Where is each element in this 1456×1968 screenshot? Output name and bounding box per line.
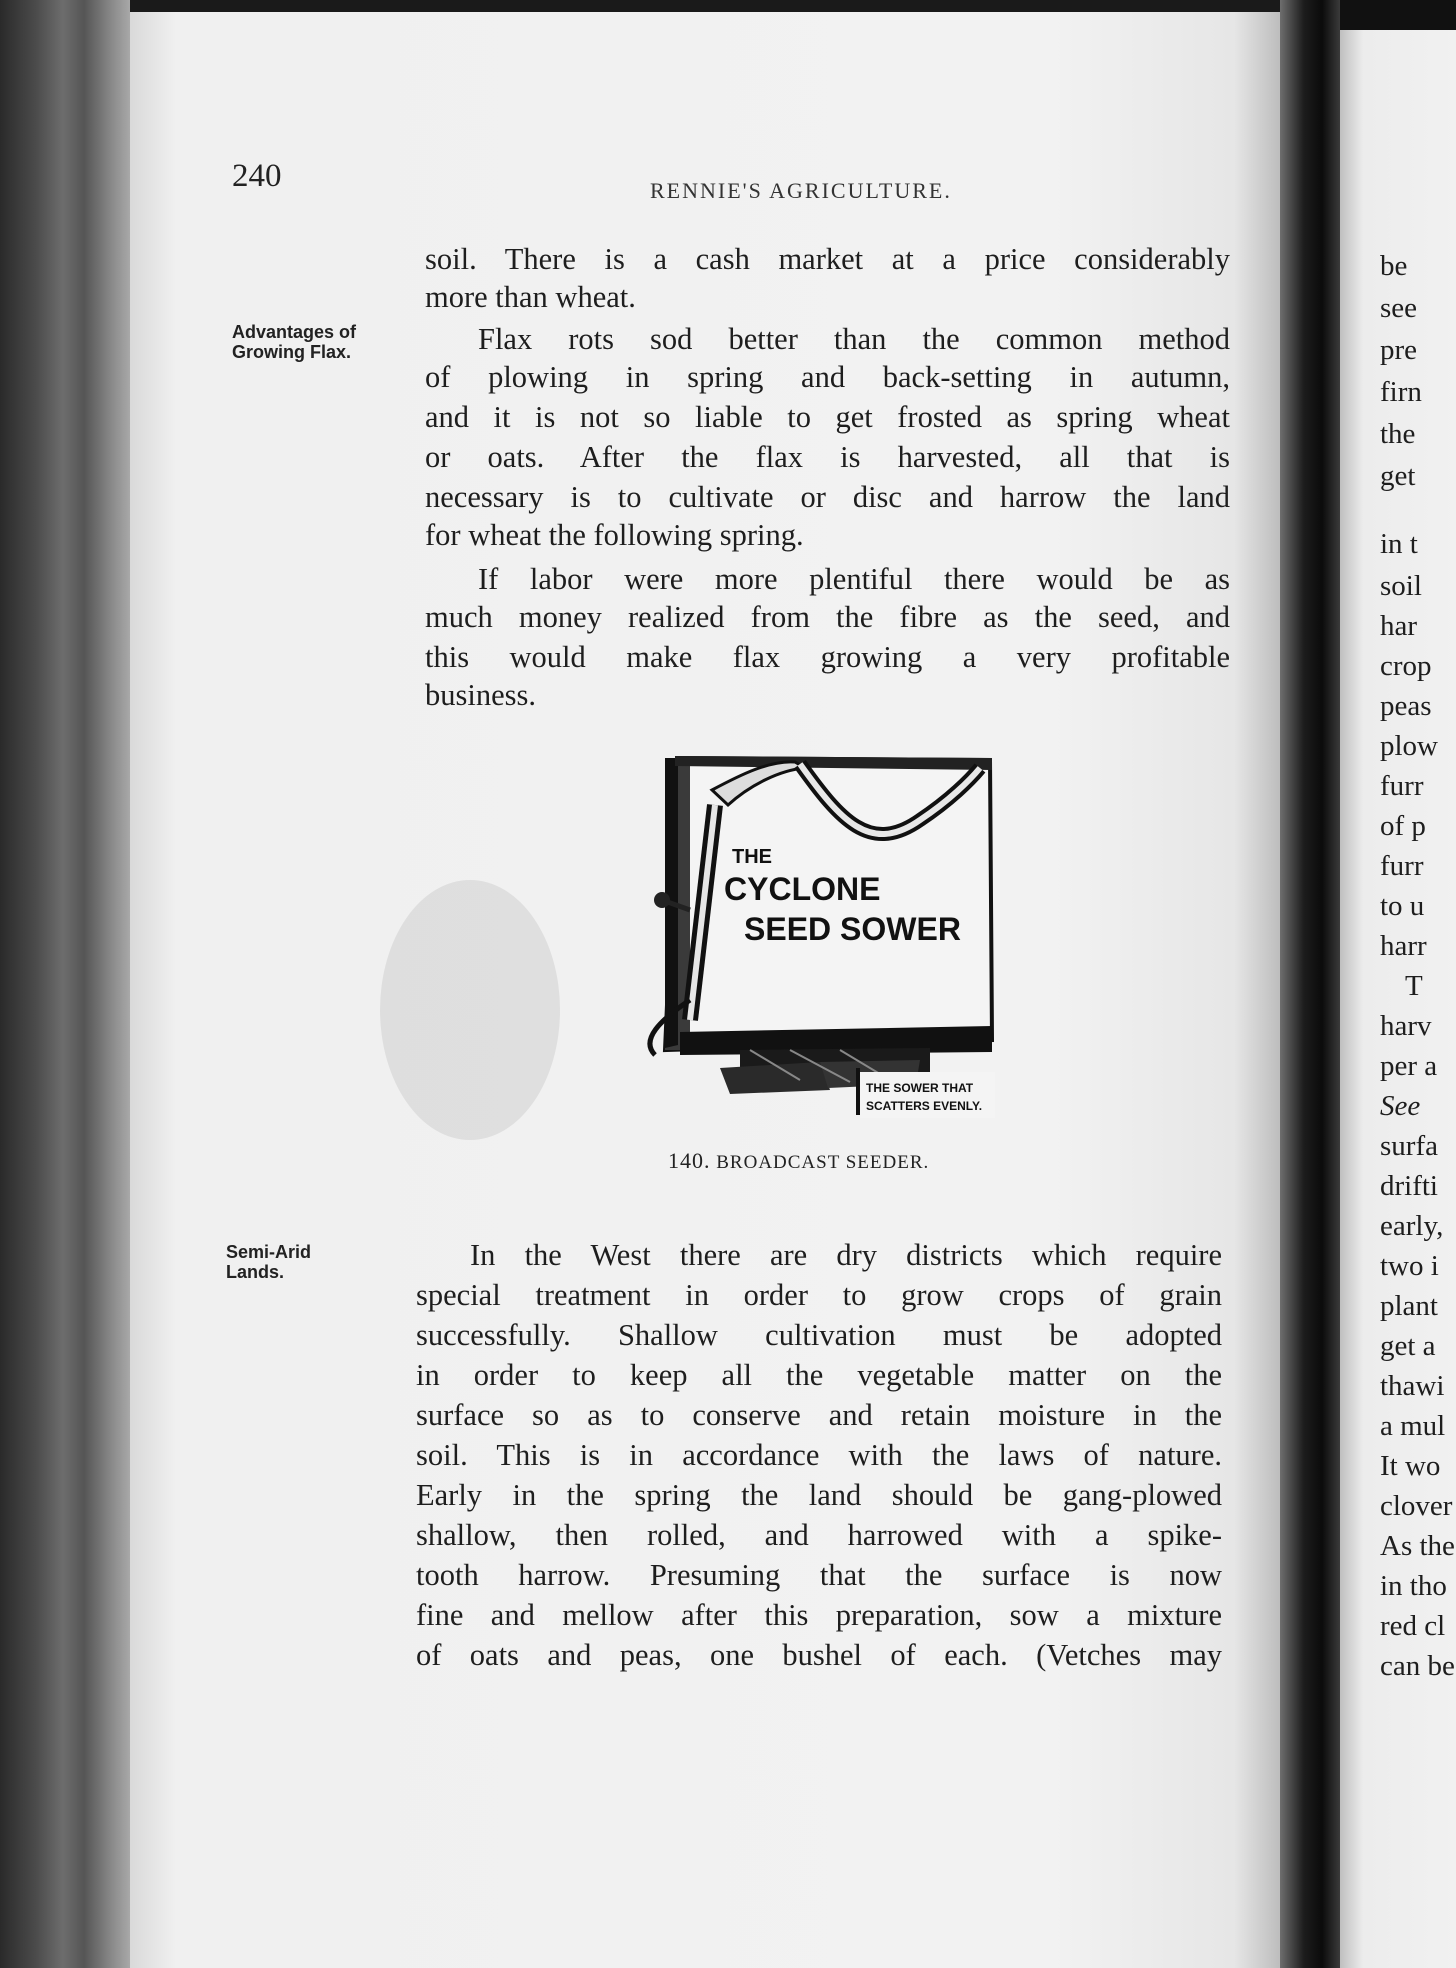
- right-fragment: in tho: [1380, 1570, 1447, 1602]
- brand-line2: SEED SOWER: [744, 911, 961, 947]
- right-fragment: crop: [1380, 650, 1432, 682]
- body-line: Flax rots sod better than the common method: [478, 322, 1230, 356]
- body-line: or oats. After the flax is harvested, all that is: [425, 440, 1230, 474]
- body-line: Early in the spring the land should be gang-plowed: [416, 1478, 1222, 1512]
- right-fragment: to u: [1380, 890, 1425, 922]
- body-line: this would make flax growing a very profitable: [425, 640, 1230, 674]
- caption-text: BROADCAST SEEDER.: [716, 1152, 930, 1173]
- right-fragment: furr: [1380, 770, 1424, 802]
- right-fragment: pre: [1380, 334, 1418, 366]
- seed-sower-illustration: [620, 750, 1000, 1120]
- running-head: RENNIE'S AGRICULTURE.: [650, 178, 952, 203]
- right-fragment: get a: [1380, 1330, 1436, 1362]
- right-fragment: har: [1380, 610, 1418, 642]
- body-line: soil. There is a cash market at a price considerably: [425, 242, 1230, 276]
- right-fragment: soil: [1380, 570, 1422, 602]
- tagline-line2: SCATTERS EVENLY.: [866, 1099, 983, 1113]
- right-fragment: furr: [1380, 850, 1424, 882]
- body-line: shallow, then rolled, and harrowed with a spike-: [416, 1518, 1222, 1552]
- right-fragment: harr: [1380, 930, 1427, 962]
- body-line: fine and mellow after this preparation, sow a mixture: [416, 1598, 1222, 1632]
- right-fragment: early,: [1380, 1210, 1444, 1242]
- body-line: soil. This is in accordance with the laws of nature.: [416, 1438, 1222, 1472]
- right-fragment: get: [1380, 460, 1416, 492]
- right-fragment: plant: [1380, 1290, 1438, 1322]
- right-fragment: see: [1380, 292, 1418, 324]
- right-fragment: drifti: [1380, 1170, 1438, 1202]
- right-fragment: peas: [1380, 690, 1432, 722]
- page-smudge: [380, 880, 560, 1140]
- body-line: necessary is to cultivate or disc and harrow the land: [425, 480, 1230, 514]
- body-line: successfully. Shallow cultivation must be adopted: [416, 1318, 1222, 1352]
- tagline-line1: THE SOWER THAT: [866, 1081, 974, 1095]
- right-fragment: See: [1380, 1090, 1421, 1122]
- right-fragment: of p: [1380, 810, 1426, 842]
- body-line: of plowing in spring and back-setting in autumn,: [425, 360, 1230, 394]
- body-line: business.: [425, 678, 536, 712]
- right-fragment: clover: [1380, 1490, 1453, 1522]
- right-fragment: harv: [1380, 1010, 1432, 1042]
- right-fragment: thawi: [1380, 1370, 1445, 1402]
- body-line: tooth harrow. Presuming that the surface is now: [416, 1558, 1222, 1592]
- right-fragment: be: [1380, 250, 1408, 282]
- body-line: much money realized from the fibre as the seed, and: [425, 600, 1230, 634]
- body-line: for wheat the following spring.: [425, 518, 804, 552]
- side-note-semi-arid: Semi-Arid Lands.: [226, 1242, 312, 1282]
- right-fragment: T: [1405, 970, 1423, 1002]
- brand-line1: CYCLONE: [724, 871, 881, 907]
- body-line: in order to keep all the vegetable matter on the: [416, 1358, 1222, 1392]
- side-note-advantages: Advantages of Growing Flax.: [232, 322, 357, 362]
- page-number: 240: [232, 158, 282, 194]
- brand-the: THE: [732, 846, 772, 868]
- right-fragment: per a: [1380, 1050, 1438, 1082]
- body-line: special treatment in order to grow crops of grain: [416, 1278, 1222, 1312]
- right-fragment: a mul: [1380, 1410, 1446, 1442]
- body-line: surface so as to conserve and retain moisture in the: [416, 1398, 1222, 1432]
- right-fragment: As the: [1380, 1530, 1455, 1562]
- seed-sower-drawing: [620, 750, 1000, 1120]
- right-fragment: two i: [1380, 1250, 1439, 1282]
- right-fragment: red cl: [1380, 1610, 1446, 1642]
- book-gutter: [1280, 0, 1340, 1968]
- caption-number: 140.: [668, 1148, 711, 1173]
- right-fragment: firn: [1380, 376, 1422, 408]
- right-fragment: the: [1380, 418, 1416, 450]
- body-line: In the West there are dry districts which require: [470, 1238, 1222, 1272]
- right-fragment: plow: [1380, 730, 1438, 762]
- right-fragment: in t: [1380, 528, 1418, 560]
- right-fragment: It wo: [1380, 1450, 1441, 1482]
- book-page-edges: [0, 0, 140, 1968]
- body-line: of oats and peas, one bushel of each. (Vetches may: [416, 1638, 1222, 1672]
- body-line: more than wheat.: [425, 280, 636, 314]
- right-fragment: surfa: [1380, 1130, 1438, 1162]
- figure-caption: [668, 1148, 929, 1174]
- body-line: and it is not so liable to get frosted as spring wheat: [425, 400, 1230, 434]
- right-fragment: can be: [1380, 1650, 1455, 1682]
- body-line: If labor were more plentiful there would be as: [478, 562, 1230, 596]
